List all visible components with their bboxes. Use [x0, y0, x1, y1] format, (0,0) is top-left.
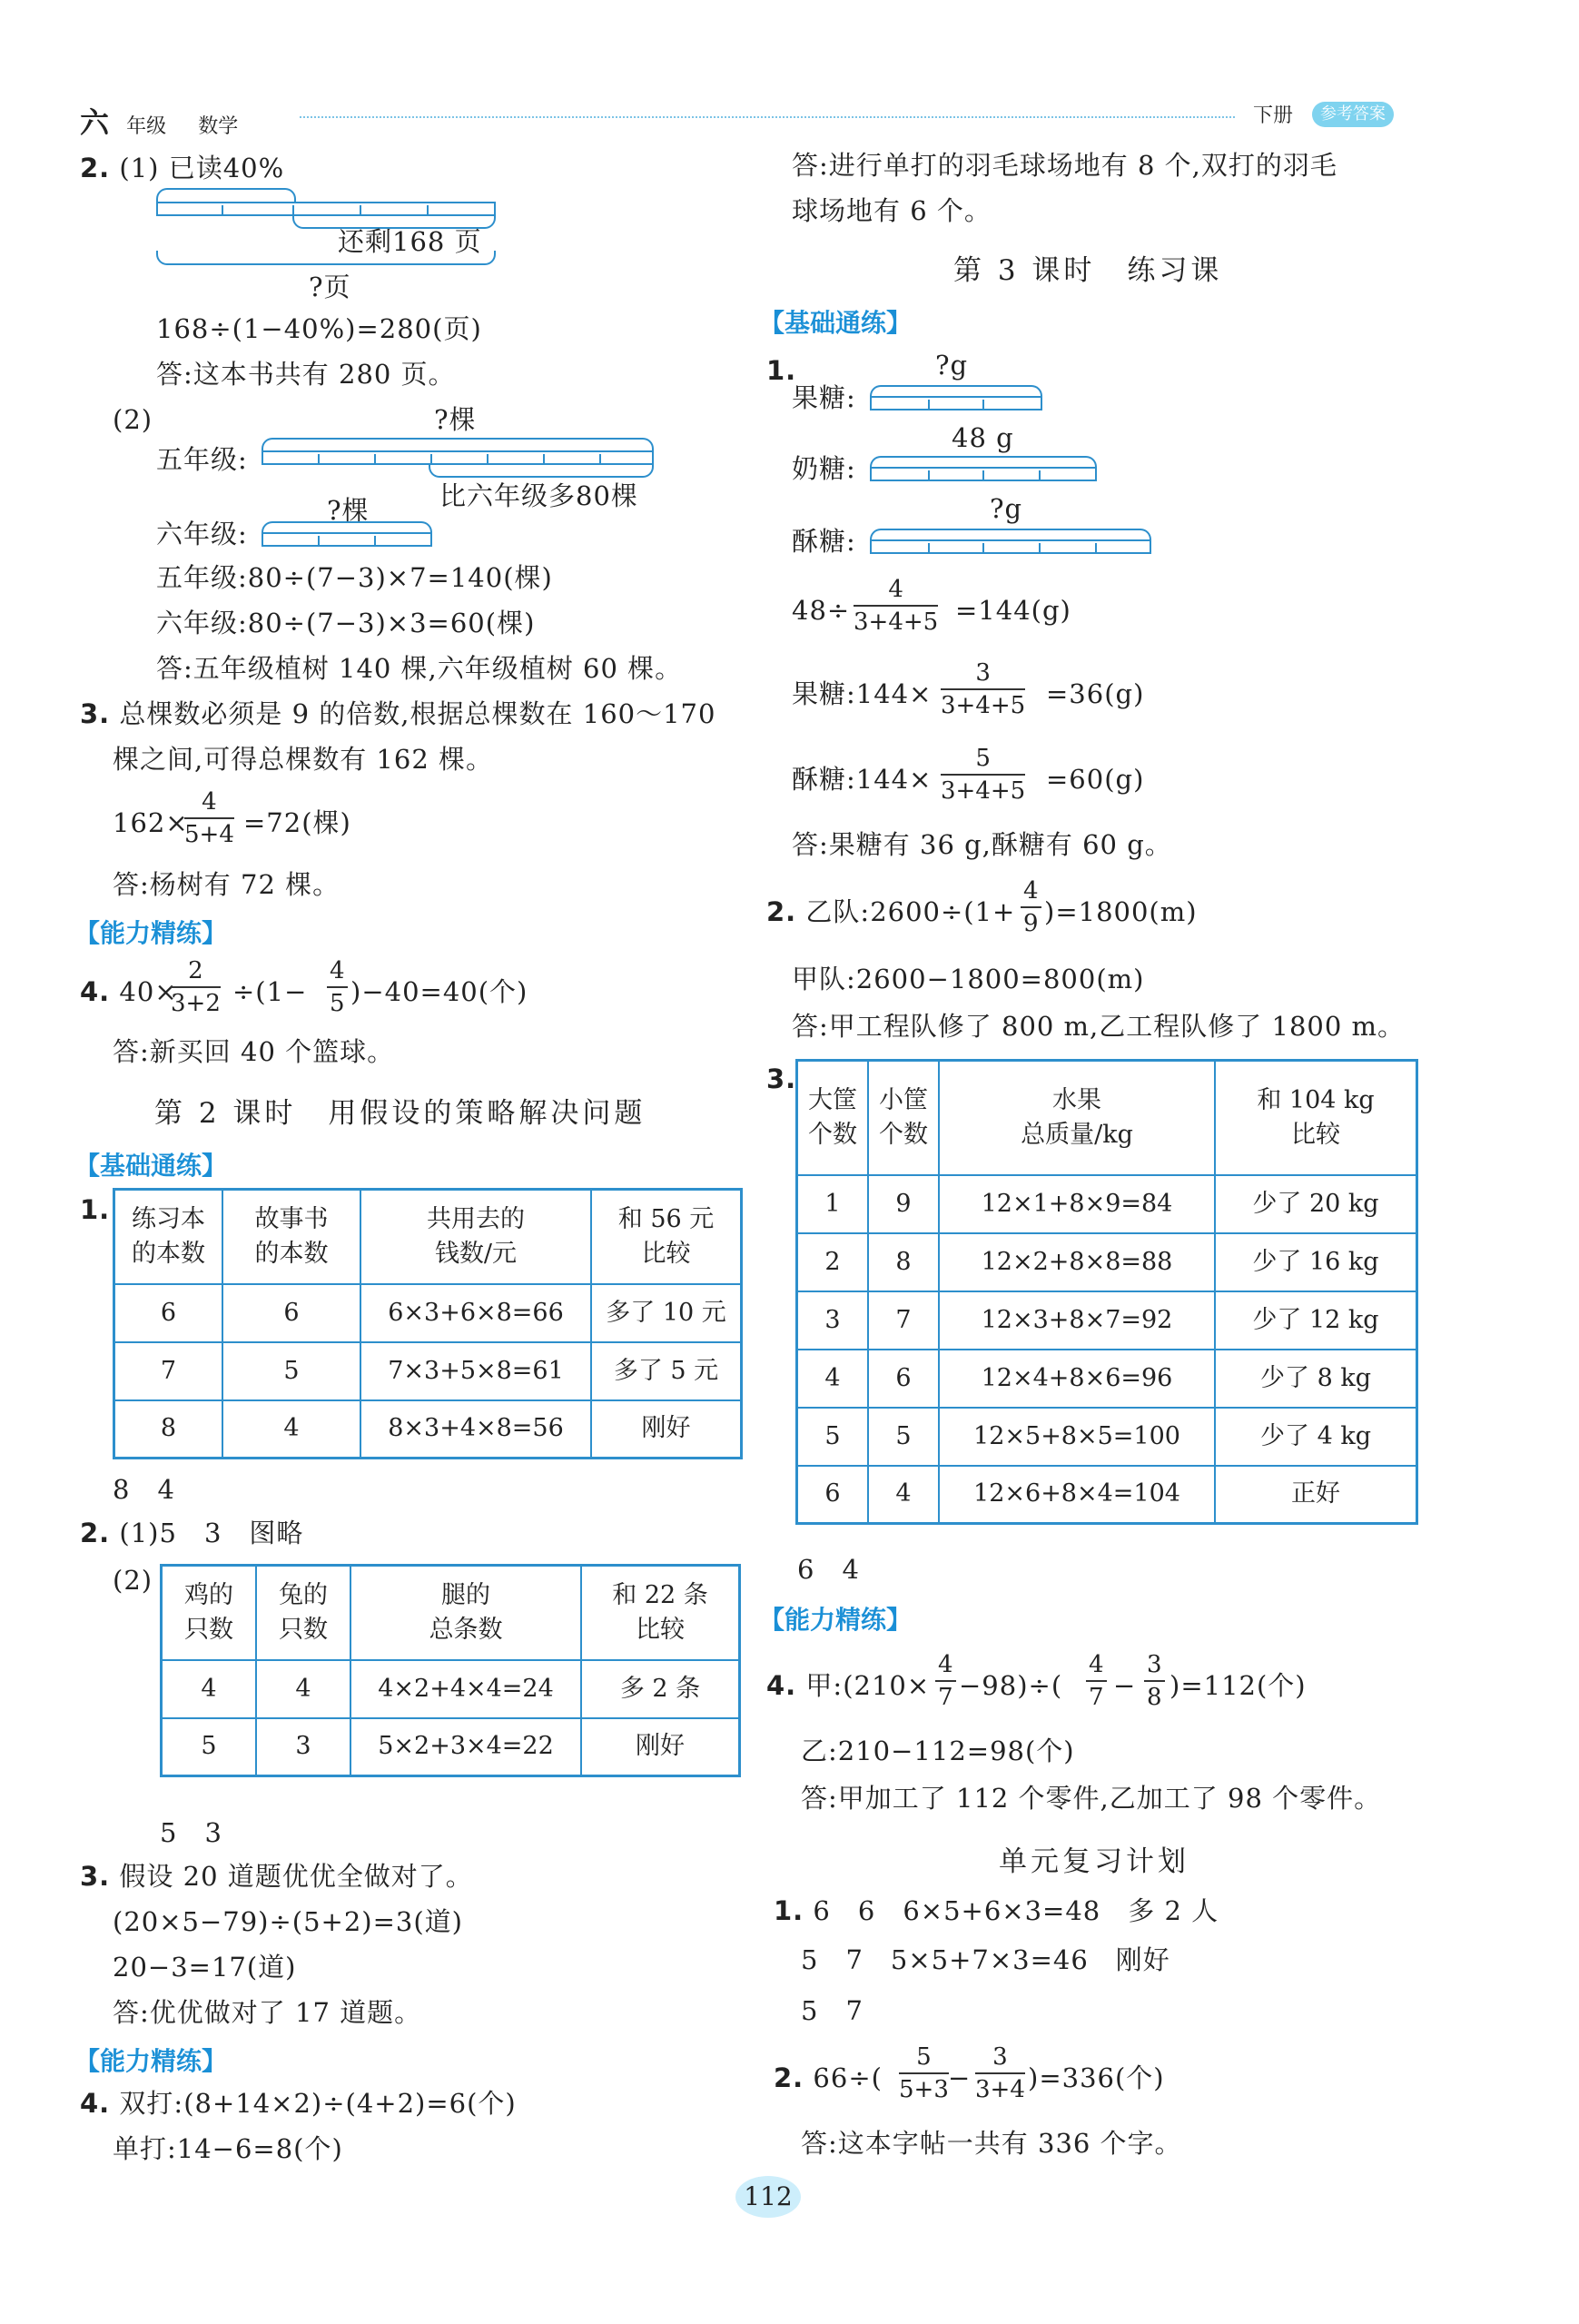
naitang-bar [870, 467, 1097, 481]
cell: 少了 8 kg [1215, 1350, 1417, 1408]
header-cell: 总条数 [429, 1615, 503, 1644]
q2b-line1 [80, 1517, 303, 1549]
cell: 6×3+6×8=66 [360, 1284, 591, 1342]
table-legs [160, 1564, 741, 1777]
q1-calc2-post: =36(g) [1046, 678, 1145, 709]
r-q4-minus: − [1113, 1670, 1137, 1701]
q4-pre-text: 40× [119, 976, 178, 1007]
table-books [113, 1188, 743, 1459]
q4-post: )−40=40(个) [350, 976, 528, 1007]
denominator: 9 [1023, 910, 1039, 937]
grade6-top-label: ?棵 [327, 495, 370, 526]
q3-fraction [184, 788, 234, 848]
table-row [114, 1284, 742, 1342]
header-cell: 比较 [641, 1239, 691, 1268]
lesson-2-title: 第 2 课时 用假设的策略解决问题 [154, 1097, 646, 1130]
cell: 12×4+8×6=96 [939, 1350, 1215, 1408]
total-label: ?页 [309, 272, 351, 302]
denominator: 3+4+5 [941, 692, 1026, 719]
guotang-top-label: ?g [935, 350, 969, 381]
cell: 4 [222, 1400, 360, 1459]
r-q4-answer: 答:甲加工了 112 个零件,乙加工了 98 个零件。 [801, 1783, 1382, 1814]
q3b-line3: 20−3=17(道) [113, 1952, 297, 1983]
cont-line1: 答:进行单打的羽毛球场地有 8 个,双打的羽毛 [792, 150, 1337, 181]
r2-fraction-1 [899, 2043, 949, 2103]
read-brace [156, 188, 296, 203]
q3-text: 总棵数必须是 9 的倍数,根据总棵数在 160～170 [119, 698, 716, 729]
header-cell: 和 104 kg [1257, 1085, 1375, 1114]
numerator: 3 [1144, 1651, 1165, 1682]
cell: 12×2+8×8=88 [939, 1233, 1215, 1291]
question-number: 3. [80, 698, 111, 729]
cell: 4 [868, 1466, 939, 1524]
q2-calc: 168÷(1−40%)=280(页) [156, 313, 482, 344]
question-number: 3. [80, 1861, 111, 1892]
table-row [162, 1660, 740, 1718]
calc-grade6: 六年级:80÷(7−3)×3=60(棵) [156, 608, 536, 638]
q3b-line1 [80, 1860, 473, 1893]
cell: 6 [114, 1284, 223, 1342]
r-q2-post: )=1800(m) [1044, 896, 1198, 927]
cell: 4 [162, 1660, 257, 1718]
cell: 7 [868, 1291, 939, 1350]
cell: 8 [114, 1400, 223, 1459]
header-cell: 总质量/kg [1021, 1120, 1133, 1149]
question-number: 4. [766, 1670, 797, 1701]
denominator: 3+2 [171, 990, 221, 1017]
q3b-line2: (20×5−79)÷(5+2)=3(道) [113, 1906, 463, 1937]
numerator: 4 [1086, 1651, 1107, 1682]
table-row [114, 1342, 742, 1400]
table-row [797, 1408, 1417, 1466]
denominator: 3+4 [975, 2076, 1025, 2103]
numerator: 4 [184, 788, 234, 819]
q4b-text: 双打:(8+14×2)÷(4+2)=6(个) [119, 2088, 517, 2119]
guotang-bar [870, 396, 1042, 410]
cont-line2: 球场地有 6 个。 [792, 195, 992, 226]
r-q4-fraction-1 [935, 1651, 956, 1711]
q3-line1 [80, 697, 715, 730]
header-cell: 的本数 [254, 1239, 329, 1268]
cell: 正好 [1215, 1466, 1417, 1524]
section-basic-3: 【基础通练】 [759, 308, 913, 338]
r-q4-fraction-3 [1144, 1651, 1165, 1711]
cell: 5 [797, 1408, 869, 1466]
grade-word: 年级 [126, 115, 167, 138]
cell: 5 [868, 1408, 939, 1466]
question-number: 2. [80, 153, 111, 183]
header-cell: 个数 [879, 1120, 928, 1149]
table-row [797, 1233, 1417, 1291]
cell: 5 [222, 1342, 360, 1400]
q1-calc1-pre: 48÷ [792, 595, 851, 626]
q4-answer: 答:新买回 40 个篮球。 [113, 1036, 395, 1067]
q4-pre [80, 975, 178, 1008]
cell: 4×2+4×4=24 [350, 1660, 581, 1718]
r2-post: )=336(个) [1028, 2062, 1165, 2093]
table-row [797, 1291, 1417, 1350]
cell: 多了 5 元 [591, 1342, 742, 1400]
header-cell: 钱数/元 [434, 1239, 518, 1268]
cell: 8×3+4×8=56 [360, 1400, 591, 1459]
r-q4-pre-text: 甲:(210× [805, 1670, 931, 1701]
cell: 刚好 [591, 1400, 742, 1459]
q2b-answer: 答:五年级植树 140 棵,六年级植树 60 棵。 [156, 653, 683, 684]
question-number: 4. [80, 976, 111, 1007]
denominator: 5+3 [899, 2076, 949, 2103]
q2-answer: 答:这本书共有 280 页。 [156, 359, 456, 390]
q2-part1-label [80, 152, 284, 184]
cell: 5 [162, 1718, 257, 1776]
q4-fraction-2 [327, 957, 348, 1017]
q3-calc-post: =72(棵) [243, 807, 351, 838]
cell: 3 [256, 1718, 350, 1776]
q4b-line2: 单打:14−6=8(个) [113, 2133, 343, 2164]
naitang-top-label: 48 g [952, 422, 1014, 453]
subject: 数学 [198, 115, 239, 138]
q1-calc3-fraction [941, 745, 1025, 805]
numerator: 5 [941, 745, 1025, 776]
cell: 5×2+3×4=22 [350, 1718, 581, 1776]
header-cell: 只数 [184, 1615, 233, 1644]
calc-grade5: 五年级:80÷(7−3)×7=140(棵) [156, 562, 553, 593]
cell: 少了 12 kg [1215, 1291, 1417, 1350]
cell: 1 [797, 1175, 869, 1233]
cell: 7 [114, 1342, 223, 1400]
grade-char: 六 [80, 105, 110, 140]
r2-pre-text: 66÷( [813, 2062, 883, 2093]
top-trees-label: ?棵 [434, 404, 477, 435]
denominator: 5 [330, 990, 345, 1017]
total-brace [156, 251, 496, 265]
q1-calc3-pre: 酥糖:144× [792, 764, 933, 795]
table-row [797, 1175, 1417, 1233]
denominator: 8 [1147, 1684, 1162, 1711]
sutang-top-label: ?g [990, 493, 1023, 524]
naitang-label: 奶糖: [792, 453, 856, 484]
denominator: 7 [1089, 1684, 1104, 1711]
header-cell: 小筐 [879, 1085, 928, 1114]
header-cell: 大筐 [808, 1085, 857, 1114]
denominator: 5+4 [184, 821, 234, 848]
header-cell: 兔的 [279, 1580, 328, 1609]
cell: 6 [797, 1466, 869, 1524]
cell: 9 [868, 1175, 939, 1233]
q1-number: 1. [766, 355, 797, 386]
table-row [162, 1718, 740, 1776]
header-cell: 水果 [1052, 1085, 1101, 1114]
more-label: 比六年级多80棵 [439, 480, 638, 511]
r2-fraction-2 [975, 2043, 1025, 2103]
table-header-row [114, 1190, 742, 1284]
q4b-line1 [80, 2087, 517, 2120]
t3-result: 6 4 [797, 1554, 860, 1585]
question-number: 2. [774, 2062, 804, 2093]
header-cell: 比较 [636, 1615, 685, 1644]
r2-pre [774, 2062, 883, 2094]
grade5-label: 五年级: [156, 444, 248, 475]
table-row [797, 1350, 1417, 1408]
cell: 12×6+8×4=104 [939, 1466, 1215, 1524]
cell: 刚好 [581, 1718, 740, 1776]
r-q2-pre [766, 895, 1015, 928]
cell: 3 [797, 1291, 869, 1350]
cell: 少了 16 kg [1215, 1233, 1417, 1291]
q2b-text: (1)5 3 图略 [119, 1518, 304, 1548]
answer-badge: 参考答案 [1312, 102, 1394, 127]
r-q2-line2: 甲队:2600−1800=800(m) [792, 964, 1145, 994]
question-number: 4. [80, 2088, 111, 2119]
denominator: 7 [938, 1684, 953, 1711]
cell: 多了 10 元 [591, 1284, 742, 1342]
cell: 12×1+8×9=84 [939, 1175, 1215, 1233]
numerator: 4 [935, 1651, 956, 1682]
guotang-label: 果糖: [792, 382, 856, 413]
q3b-text: 假设 20 道题优优全做对了。 [119, 1861, 473, 1892]
cell: 6 [222, 1284, 360, 1342]
q2b-part2: (2) [113, 1565, 153, 1596]
cell: 4 [256, 1660, 350, 1718]
q3-line2: 棵之间,可得总棵数有 162 棵。 [113, 744, 494, 775]
question-number: 1. [774, 1895, 804, 1926]
r-q2-answer: 答:甲工程队修了 800 m,乙工程队修了 1800 m。 [792, 1011, 1406, 1042]
q3-calc-pre: 162× [113, 807, 189, 838]
section-ability-3: 【能力精练】 [759, 1605, 913, 1635]
header-cell: 和 56 元 [617, 1204, 715, 1233]
header-cell: 和 22 条 [612, 1580, 708, 1609]
numerator: 4 [854, 576, 938, 607]
cell: 6 [868, 1350, 939, 1408]
q1-answer: 答:果糖有 36 g,酥糖有 60 g。 [792, 829, 1172, 860]
table-fruit [795, 1059, 1418, 1525]
sutang-bar [870, 539, 1151, 554]
q1-calc2-fraction [941, 659, 1025, 719]
review-title: 单元复习计划 [999, 1845, 1189, 1878]
cell: 7×3+5×8=61 [360, 1342, 591, 1400]
numerator: 4 [327, 957, 348, 988]
question-number: 2. [766, 896, 797, 927]
q2b-result: 5 3 [160, 1817, 222, 1848]
section-ability-2: 【能力精练】 [74, 2046, 228, 2076]
r-q4-fraction-2 [1086, 1651, 1107, 1711]
denominator: 3+4+5 [854, 608, 939, 636]
sutang-label: 酥糖: [792, 526, 856, 557]
numerator: 5 [899, 2043, 949, 2074]
lesson-3-title: 第 3 课时 练习课 [953, 254, 1223, 287]
q1-calc2-pre: 果糖:144× [792, 678, 933, 709]
header-cell: 鸡的 [184, 1580, 233, 1609]
cell: 12×3+8×7=92 [939, 1291, 1215, 1350]
read-label: (1) 已读40% [119, 153, 285, 183]
q1-calc1-fraction [854, 576, 938, 636]
table-header-row [797, 1061, 1417, 1175]
section-basic-2: 【基础通练】 [74, 1151, 228, 1181]
header-cell: 练习本 [132, 1204, 205, 1233]
r-q4-line2: 乙:210−112=98(个) [801, 1736, 1075, 1766]
question-number: 2. [80, 1518, 111, 1548]
table-row [114, 1400, 742, 1459]
header-cell: 共用去的 [427, 1204, 525, 1233]
header-cell: 比较 [1291, 1120, 1340, 1149]
header-cell: 腿的 [441, 1580, 490, 1609]
header-cell: 的本数 [132, 1239, 205, 1268]
table-header-row [162, 1566, 740, 1660]
r2-answer: 答:这本字帖一共有 336 个字。 [801, 2128, 1182, 2159]
t3-number: 3. [766, 1063, 797, 1094]
r-q2-pre-text: 乙队:2600÷(1+ [805, 896, 1016, 927]
page-number: 112 [735, 2176, 801, 2218]
denominator: 3+4+5 [941, 777, 1026, 805]
header-rule [300, 116, 1235, 118]
q4-fraction-1 [171, 957, 221, 1017]
r-q4-pre [766, 1669, 930, 1702]
numerator: 3 [941, 659, 1025, 690]
cell: 2 [797, 1233, 869, 1291]
section-ability-1: 【能力精练】 [74, 918, 228, 948]
grade6-bar [262, 532, 432, 547]
remain-label: 还剩168 页 [338, 226, 482, 257]
cell: 少了 20 kg [1215, 1175, 1417, 1233]
cell: 多 2 条 [581, 1660, 740, 1718]
numerator: 2 [171, 957, 221, 988]
more-brace [429, 463, 654, 478]
r1-line1 [774, 1894, 1219, 1927]
table-row [797, 1466, 1417, 1524]
r-q4-mid: −98)÷( [959, 1670, 1063, 1701]
header-cell: 个数 [808, 1120, 857, 1149]
r2-minus: − [948, 2062, 972, 2093]
t1-number: 1. [80, 1194, 111, 1225]
q3b-answer: 答:优优做对了 17 道题。 [113, 1997, 422, 2028]
q1-calc3-post: =60(g) [1046, 764, 1145, 795]
cell: 4 [797, 1350, 869, 1408]
q4-mid: ÷(1− [232, 976, 308, 1007]
numerator: 4 [1021, 877, 1041, 908]
q3-answer: 答:杨树有 72 棵。 [113, 869, 340, 900]
q1-calc1-post: =144(g) [955, 595, 1071, 626]
r-q4-post: )=112(个) [1169, 1670, 1307, 1701]
cell: 少了 4 kg [1215, 1408, 1417, 1466]
volume-label: 下册 [1253, 104, 1294, 127]
header-cell: 只数 [279, 1615, 328, 1644]
r1-line3: 5 7 [801, 1995, 864, 2026]
cell: 8 [868, 1233, 939, 1291]
t1-result: 8 4 [113, 1474, 175, 1505]
header [80, 100, 238, 142]
r-q2-fraction [1021, 877, 1041, 937]
header-cell: 故事书 [254, 1204, 329, 1233]
numerator: 3 [975, 2043, 1025, 2074]
grade6-label: 六年级: [156, 519, 248, 549]
r1-text: 6 6 6×5+6×3=48 多 2 人 [813, 1895, 1219, 1926]
cell: 12×5+8×5=100 [939, 1408, 1215, 1466]
r1-line2: 5 7 5×5+7×3=46 刚好 [801, 1944, 1170, 1975]
q2-part2-label: (2) [113, 404, 153, 435]
